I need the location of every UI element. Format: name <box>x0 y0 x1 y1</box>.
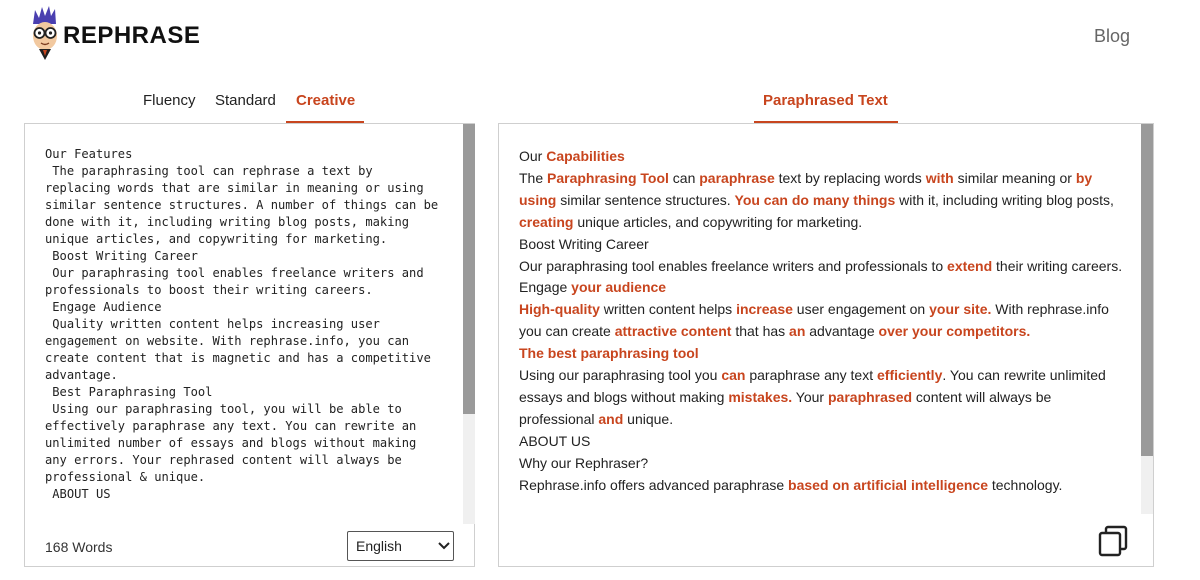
output-text-segment: Our paraphrasing tool enables freelance writers and professionals to <box>519 257 948 274</box>
language-select-value: English <box>356 538 402 554</box>
highlighted-phrase: can <box>721 367 746 384</box>
output-text-segment: technology. <box>987 476 1063 493</box>
output-paragraph <box>519 146 1129 168</box>
language-select[interactable] <box>347 531 454 561</box>
highlighted-phrase: High-quality <box>519 301 600 318</box>
output-text-segment: ABOUT US <box>519 432 591 449</box>
paraphrased-output <box>519 146 1129 516</box>
output-text-segment: Your <box>792 388 828 405</box>
output-text-segment: can <box>668 169 700 186</box>
output-text-segment: Using our paraphrasing tool you <box>519 367 722 384</box>
output-paragraph <box>519 431 1129 453</box>
highlighted-phrase: paraphrase <box>699 169 775 186</box>
output-panel <box>498 123 1154 567</box>
highlighted-phrase: Capabilities <box>546 148 625 164</box>
output-text-segment: Rephrase.info offers advanced paraphrase <box>519 476 789 493</box>
output-text-segment: unique articles, and copywriting for marketing. <box>573 213 863 230</box>
highlighted-phrase: with <box>925 169 954 186</box>
highlighted-phrase: your audience <box>571 279 667 296</box>
output-text-segment: paraphrase any text <box>745 367 877 384</box>
output-paragraph <box>519 475 1129 497</box>
nerd-mascot-icon <box>30 4 60 62</box>
word-count: 168 Words <box>45 539 113 555</box>
output-text-segment: . You can rewrite unlimited essays and blogs without making <box>519 367 1106 405</box>
output-paragraph <box>519 453 1129 475</box>
copy-icon <box>1097 524 1129 558</box>
output-paragraph <box>519 256 1129 278</box>
output-text-segment: Our <box>519 148 547 164</box>
highlighted-phrase: an <box>789 323 806 340</box>
highlighted-phrase: paraphrased <box>828 388 913 405</box>
brand-name: REPHRASE <box>63 22 201 49</box>
highlighted-phrase: over your competitors. <box>878 323 1031 340</box>
input-textarea[interactable]: Our Features The paraphrasing tool can rephrase a text by replacing words that are similar in meaning or using similar sentence structures. A number of things can be done with it, including writing blog posts, making unique articles, and copywriting for marketing. Boost Writing Career Our paraphrasing tool enables freelance writers and professionals to boost their writing careers. Engage Audience Quality written content helps increasing user engagement on website. With rephrase.info, you can create content that is magnetic and has a competitive advantage. Best Paraphrasing Tool Using our paraphrasing tool, you will be able to effectively paraphrase any text. You can rewrite an unlimited number of essays and blogs without making any errors. Your rephrased content will always be professional & unique. ABOUT US <box>45 147 439 501</box>
copy-button[interactable] <box>1097 524 1129 558</box>
output-text-segment: content will always be professional <box>519 388 1052 427</box>
input-panel <box>24 123 475 567</box>
highlighted-phrase: increase <box>736 301 793 318</box>
output-text-segment: The <box>519 169 548 186</box>
tab-paraphrased-text[interactable]: Paraphrased Text <box>763 92 888 109</box>
output-text-segment: with it, including writing blog posts, <box>895 191 1114 208</box>
output-text-segment: user engagement on <box>792 301 930 318</box>
tab-creative[interactable]: Creative <box>296 92 356 109</box>
output-scrollbar-thumb[interactable] <box>1141 124 1153 456</box>
highlighted-phrase: You can do many things <box>734 191 896 208</box>
input-scrollbar[interactable] <box>463 124 475 524</box>
brand-logo[interactable] <box>30 4 201 62</box>
blog-link[interactable]: Blog <box>1094 26 1131 46</box>
output-text-segment: their writing careers. <box>992 257 1123 274</box>
output-text-segment: similar meaning or <box>953 169 1076 186</box>
input-scrollbar-thumb[interactable] <box>463 124 475 414</box>
highlighted-phrase: attractive content <box>614 323 732 340</box>
output-scrollbar[interactable] <box>1141 124 1153 514</box>
output-paragraph <box>519 299 1129 343</box>
tab-standard[interactable]: Standard <box>215 92 276 109</box>
highlighted-phrase: based on artificial intelligence <box>788 476 988 493</box>
highlighted-phrase: mistakes. <box>728 388 793 405</box>
highlighted-phrase: The best paraphrasing tool <box>519 345 699 362</box>
output-text-segment: Engage <box>519 279 572 296</box>
output-text-segment: text by replacing words <box>774 169 926 186</box>
output-text-segment: unique. <box>623 410 674 427</box>
output-text-segment: that has <box>731 323 790 340</box>
output-text-segment: Why our Rephraser? <box>519 454 649 471</box>
highlighted-phrase: by using <box>519 169 1093 208</box>
output-text-segment: similar sentence structures. <box>556 191 735 208</box>
output-text-segment: Boost Writing Career <box>519 235 649 252</box>
highlighted-phrase: Paraphrasing Tool <box>547 169 669 186</box>
highlighted-phrase: your site. <box>929 301 992 318</box>
highlighted-phrase: efficiently <box>877 367 943 384</box>
highlighted-phrase: creating <box>519 213 574 230</box>
output-paragraph <box>519 365 1129 431</box>
output-paragraph <box>519 168 1129 234</box>
highlighted-phrase: extend <box>947 257 993 274</box>
output-paragraph <box>519 234 1129 256</box>
output-text-segment: With rephrase.info you can create <box>519 301 1109 340</box>
tab-fluency[interactable]: Fluency <box>143 92 196 109</box>
highlighted-phrase: and <box>598 410 624 427</box>
output-paragraph <box>519 343 1129 365</box>
chevron-down-icon <box>435 542 453 550</box>
output-text-segment: written content helps <box>599 301 737 318</box>
output-text-segment: advantage <box>805 323 879 340</box>
output-paragraph <box>519 277 1129 299</box>
